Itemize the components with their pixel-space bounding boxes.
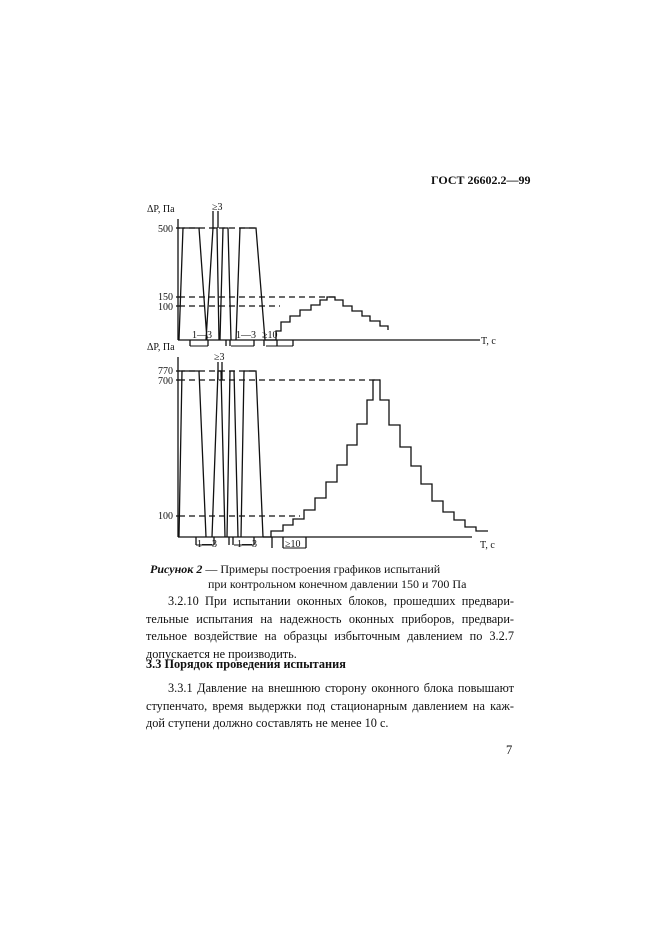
bottom-ge3: ≥3 [214, 352, 225, 363]
paragraph-3-2-10 [146, 593, 514, 663]
standard-header: ГОСТ 26602.2—99 [431, 173, 531, 187]
top-pressure-cycles [179, 228, 265, 340]
p331-line2: ступенчато, время выдержки под стационарным давлением на каж- [146, 698, 514, 713]
top-ytick-100: 100 [158, 302, 173, 313]
bottom-chart [176, 357, 488, 548]
top-ytick-500: 500 [158, 224, 173, 235]
p331-line3: дой ступени должно составлять не менее 10 с. [146, 716, 389, 730]
top-range-1: 1—3 [192, 330, 212, 341]
bottom-ge10: ≥10 [285, 539, 301, 550]
page-number: 7 [506, 743, 513, 757]
bottom-range-2: 1—3 [237, 539, 257, 550]
p3210-line4: допускается не производить. [146, 646, 297, 661]
caption-line1: — Примеры построения графиков испытаний [202, 562, 441, 576]
section-heading-3-3: 3.3 Порядок проведения испытания [146, 657, 346, 671]
bottom-pressure-cycles [179, 371, 263, 537]
top-ylabel: ΔP, Па [147, 204, 175, 215]
bottom-ytick-100: 100 [158, 511, 173, 522]
top-xlabel: T, с [481, 336, 496, 347]
bottom-ylabel: ΔP, Па [147, 342, 175, 353]
p3210-line1: 3.2.10 При испытании оконных блоков, прошедших предвари- [168, 594, 514, 608]
top-range-2: 1—3 [236, 330, 256, 341]
bottom-xlabel: T, с [480, 540, 495, 551]
top-ytick-150: 150 [158, 292, 173, 303]
bottom-range-1: 1—3 [197, 539, 217, 550]
top-ge3: ≥3 [212, 202, 223, 213]
p3210-line3: тельное воздействие на образцы избыточным давлением по 3.2.7 [146, 629, 514, 643]
bottom-ytick-770: 770 [158, 366, 173, 377]
paragraph-3-3-1 [146, 680, 514, 733]
p3210-line2: тельные испытания на надежность оконных приборов, предвари- [146, 611, 514, 626]
top-chart [176, 211, 480, 346]
p331-line1: 3.3.1 Давление на внешнюю сторону оконного блока повышают [168, 681, 514, 695]
top-step-profile [265, 297, 388, 340]
figure-caption [150, 562, 570, 592]
top-ge10: ≥10 [262, 330, 278, 341]
caption-label: Рисунок 2 [150, 562, 203, 576]
caption-line2: при контрольном конечном давлении 150 и 700 Па [208, 577, 467, 591]
bottom-step-profile [263, 380, 488, 537]
bottom-ytick-700: 700 [158, 376, 173, 387]
